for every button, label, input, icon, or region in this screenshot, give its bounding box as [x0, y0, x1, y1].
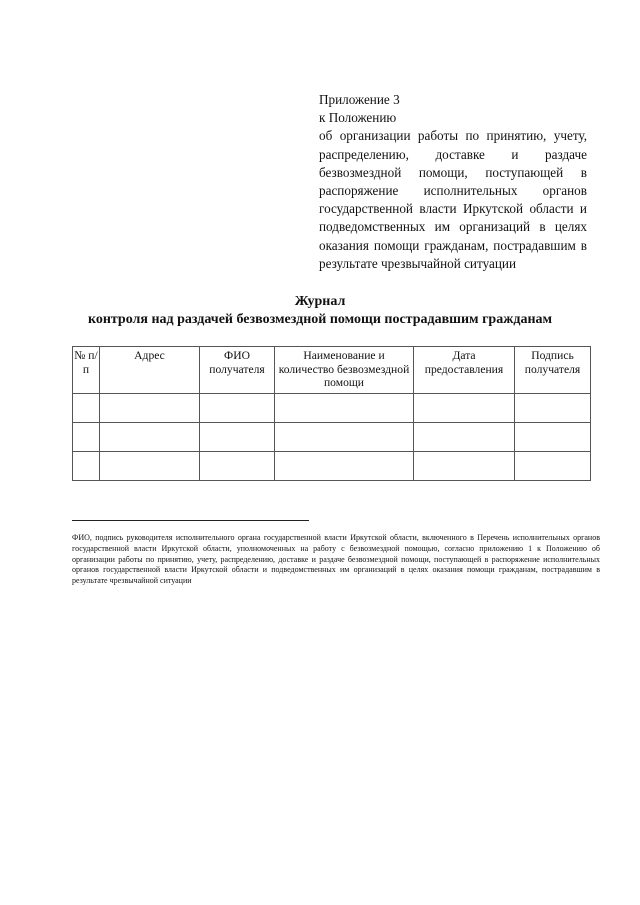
- table-cell: [200, 394, 275, 423]
- table-cell: [414, 452, 515, 481]
- journal-title-subtitle: контроля над раздачей безвозмездной помощи пострадавшим гражданам: [87, 312, 553, 327]
- journal-table: [72, 346, 591, 481]
- table-cell: [100, 423, 200, 452]
- journal-title-main: Журнал: [294, 294, 346, 309]
- annex-number: Приложение 3: [319, 92, 400, 107]
- header-signature: Подпись получателя: [515, 347, 591, 394]
- table-header-row: [73, 347, 591, 394]
- journal-title: [0, 293, 640, 329]
- table-cell: [275, 394, 414, 423]
- header-date: Дата предоставления: [414, 347, 515, 394]
- table-cell: [515, 452, 591, 481]
- footnote-text: ФИО, подпись руководителя исполнительного органа государственной власти Иркутской области, включенного в Перечень исполнительных органов государственной власти Иркутской области, уполномоченных на работу с безвозмездной помощью, согласно приложению 1 к Положению об организации работы по принятию, учету, распределению, доставке и раздаче безвозмездной помощи, поступающей в распоряжение исполнительных органов государственной власти Иркутской области и подведомственных им организаций в целях оказания помощи гражданам, пострадавшим в результате чрезвычайной ситуации: [72, 533, 600, 586]
- table-cell: [515, 423, 591, 452]
- table-row: [73, 452, 591, 481]
- header-number: № п/п: [73, 347, 100, 394]
- table-row: [73, 394, 591, 423]
- table-row: [73, 423, 591, 452]
- table-cell: [414, 423, 515, 452]
- annex-reference: к Положению: [319, 110, 397, 126]
- header-address: Адрес: [100, 347, 200, 394]
- table-cell: [73, 394, 100, 423]
- table-cell: [275, 452, 414, 481]
- annex-regulation-title: об организации работы по принятию, учету, распределению, доставке и раздаче безвозмездной помощи, поступающей в распоряжение исполнительных органов государственной власти Иркутской области и подведомственных им организаций в целях оказания помощи гражданам, пострадавшим в результате чрезвычайной ситуации: [319, 128, 587, 271]
- table-cell: [414, 394, 515, 423]
- footnote-divider: [72, 520, 309, 521]
- table-cell: [73, 452, 100, 481]
- table-cell: [200, 452, 275, 481]
- table-cell: [275, 423, 414, 452]
- table-cell: [73, 423, 100, 452]
- header-aid-description: Наименование и количество безвозмездной помощи: [275, 347, 414, 394]
- table-cell: [515, 394, 591, 423]
- annex-header: [319, 91, 587, 273]
- table-cell: [100, 394, 200, 423]
- table-cell: [100, 452, 200, 481]
- table-cell: [200, 423, 275, 452]
- header-recipient-name: ФИО получателя: [200, 347, 275, 394]
